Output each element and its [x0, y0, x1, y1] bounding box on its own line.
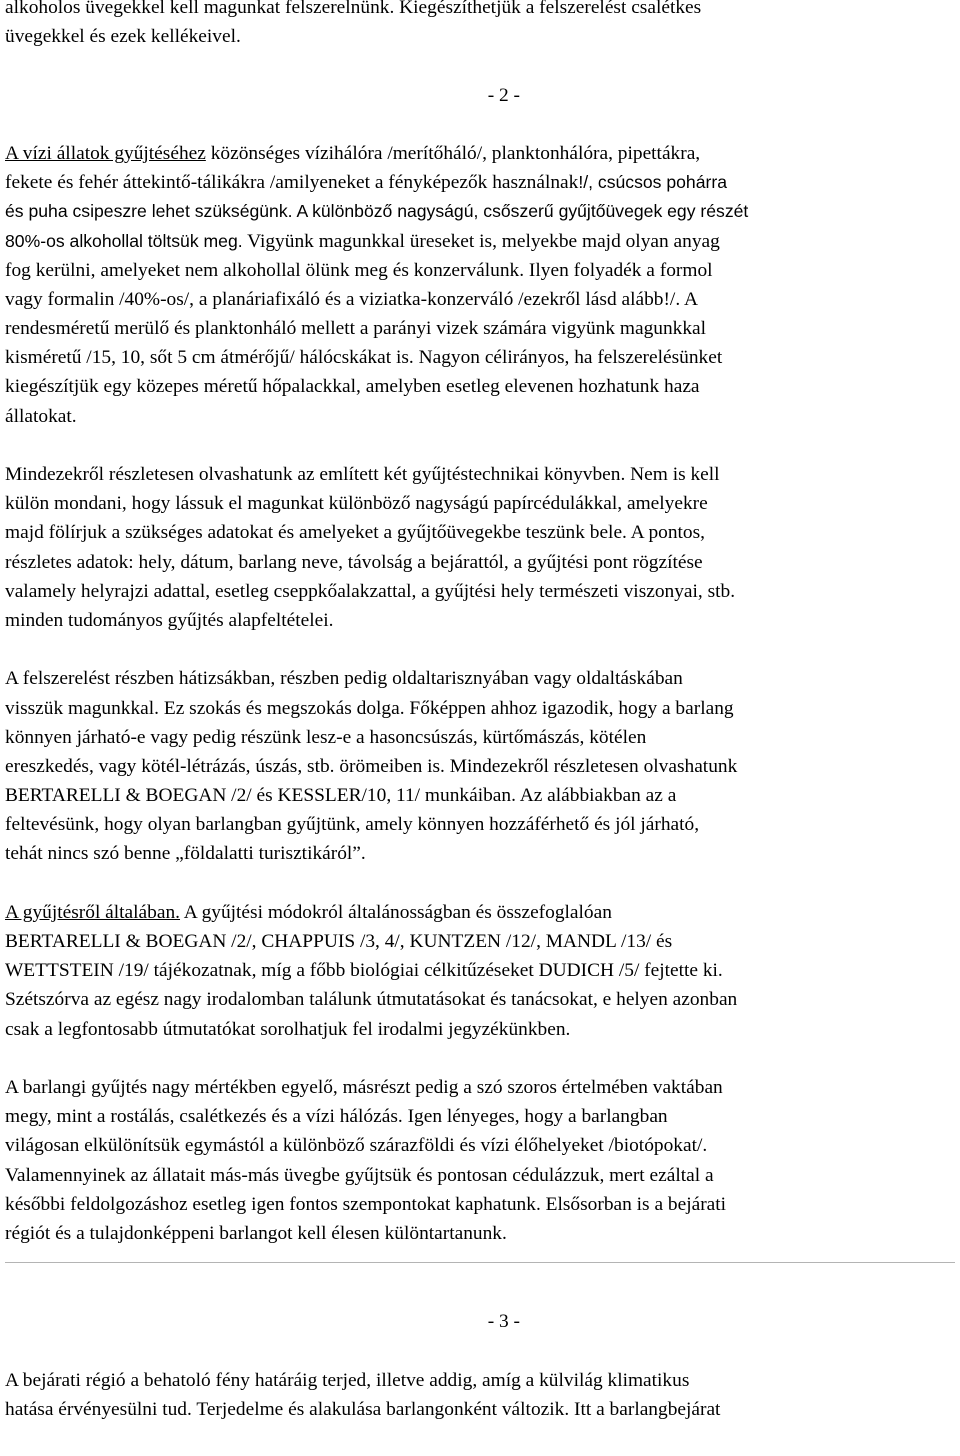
- text-line: részletes adatok: hely, dátum, barlang neve, távolság a bejárattól, a gyűjtési pont rögzítése: [5, 551, 703, 573]
- text-line: visszük magunkkal. Ez szokás és megszokás dolga. Főképpen ahhoz igazodik, hogy a barlang: [5, 697, 734, 719]
- text-line: és puha csipeszre lehet szükségünk. A különböző nagyságú, csőszerű gyűjtőüvegek egy részét: [5, 201, 749, 222]
- text-line: fog kerülni, amelyeket nem alkohollal ölünk meg és konzerválunk. Ilyen folyadék a formol: [5, 259, 713, 281]
- section-link: A vízi állatok gyűjtéséhez: [5, 142, 206, 164]
- text-line: A barlangi gyűjtés nagy mértékben egyelő, másrészt pedig a szó szoros értelmében vaktában: [5, 1076, 723, 1098]
- text-line: majd fölírjuk a szükséges adatokat és amelyeket a gyűjtőüvegekbe teszünk bele. A pontos,: [5, 522, 706, 544]
- text-fragment: fekete és fehér áttekintő-tálikákra /amilyeneket a fényképezők használnak: [5, 172, 579, 194]
- text-line: csak a legfontosabb útmutatókat sorolhatjuk fel irodalmi jegyzékünkben.: [5, 1018, 571, 1040]
- intro-paragraph: [5, 0, 955, 51]
- text-line: kisméretű /15, 10, sőt 5 cm átmérőjű/ hálócskákat is. Nagyon célirányos, ha felszerelésünket: [5, 347, 723, 369]
- text-line: világosan elkülönítsük egymástól a különböző szárazföldi és vízi élőhelyeket /biotópokat/.: [5, 1135, 708, 1157]
- text-line: Mindezekről részletesen olvashatunk az említett két gyűjtéstechnikai könyvben. Nem is kell: [5, 464, 720, 485]
- text-line: tehát nincs szó benne „földalatti turisztikáról”.: [5, 843, 366, 865]
- text-line: későbbi feldolgozáshoz esetleg igen fontos szempontokat kaphatunk. Elsősorban is a bejárati: [5, 1193, 727, 1215]
- paragraph-collecting-equipment: [5, 139, 955, 431]
- text-line: BERTARELLI & BOEGAN /2/ és KESSLER/10, 11/ munkáiban. Az alábbiakban az a: [5, 785, 677, 807]
- paragraph-collecting-general: [5, 898, 955, 1044]
- paragraph-cave-collecting: [5, 1073, 955, 1248]
- text-line: vagy formalin /40%-os/, a planáriafixáló és a viziatka-konzerváló /ezekről lásd alább!/. A: [5, 288, 698, 310]
- section-heading: A gyűjtésről általában.: [5, 901, 181, 923]
- text-line: BERTARELLI & BOEGAN /2/, CHAPPUIS /3, 4/, KUNTZEN /12/, MANDL /13/ és: [5, 931, 673, 952]
- text-line: alkoholos üvegekkel kell magunkat felszerelnünk. Kiegészíthetjük a felszerelést csalétkes: [5, 0, 702, 18]
- text-line: üvegekkel és ezek kellékeivel.: [5, 26, 241, 48]
- text-line: kiegészítjük egy közepes méretű hőpalackkal, amelyben esetleg elevenen hozhatunk haza: [5, 376, 700, 398]
- paragraph-entrance-region: [5, 1366, 955, 1424]
- text-line: A felszerelést részben hátizsákban, részben pedig oldaltarisznyában vagy oldaltáskában: [5, 668, 683, 690]
- text-fragment: !/, csúcsos pohárra: [578, 172, 727, 193]
- paragraph-labels: [5, 460, 955, 635]
- document-page: [5, 0, 955, 1424]
- text-line: feltevésünk, hogy olyan barlangban gyűjtünk, amely könnyen hozzáférhető és jól járható,: [5, 814, 700, 836]
- page-number: - 3 -: [487, 1311, 520, 1333]
- text-line: állatokat.: [5, 405, 77, 427]
- page-divider: [5, 1262, 955, 1263]
- text-line: Szétszórva az egész nagy irodalomban találunk útmutatásokat és tanácsokat, e helyen azonban: [5, 989, 738, 1011]
- text-line: minden tudományos gyűjtés alapfeltételei.: [5, 609, 334, 631]
- text-line: WETTSTEIN /19/ tájékozatnak, míg a főbb biológiai célkitűzéseket DUDICH /5/ fejtette ki.: [5, 960, 723, 982]
- text-fragment: A gyűjtési módokról általánosságban és összefoglalóan: [180, 901, 612, 923]
- text-line: könnyen járható-e vagy pedig részünk lesz-e a hasoncsúszás, kürtőmászás, kötélen: [5, 726, 647, 748]
- text-fragment: Vigyünk magunkkal üreseket is, melyekbe majd olyan anyag: [242, 230, 720, 252]
- text-line: A bejárati régió a behatoló fény határáig terjed, illetve addig, amíg a külvilág klimatikus: [5, 1369, 690, 1391]
- text-line: Valamennyinek az állatait más-más üvegbe gyűjtsük és pontosan cédulázzuk, mert ezáltal a: [5, 1164, 714, 1186]
- text-line: valamely helyrajzi adattal, esetleg cseppkőalakzattal, a gyűjtési hely természeti viszonyai, stb.: [5, 580, 736, 602]
- text-line: rendesméretű merülő és planktonháló mellett a parányi vizek számára vigyünk magunkkal: [5, 318, 707, 340]
- text-line: hatása érvényesülni tud. Terjedelme és alakulása barlangonként változik. Itt a barlangbejárat: [5, 1398, 721, 1420]
- text-fragment: 80%-os alkohollal töltsük meg.: [5, 230, 243, 251]
- text-line: külön mondani, hogy lássuk el magunkat különböző nagyságú papírcédulákkal, amelyekre: [5, 493, 708, 515]
- text-line: régiót és a tulajdonképpeni barlangot kell élesen különtartanunk.: [5, 1222, 507, 1244]
- text-line: ereszkedés, vagy kötél-létrázás, úszás, stb. örömeiben is. Mindezekről részletesen olvashatunk: [5, 755, 738, 777]
- paragraph-carrying: [5, 664, 955, 868]
- text-line: megy, mint a rostálás, csalétkezés és a vízi hálózás. Igen lényeges, hogy a barlangban: [5, 1106, 668, 1128]
- text-fragment: közönséges vízihálóra /merítőháló/, planktonhálóra, pipettákra,: [205, 142, 701, 164]
- page-number: - 2 -: [487, 84, 520, 106]
